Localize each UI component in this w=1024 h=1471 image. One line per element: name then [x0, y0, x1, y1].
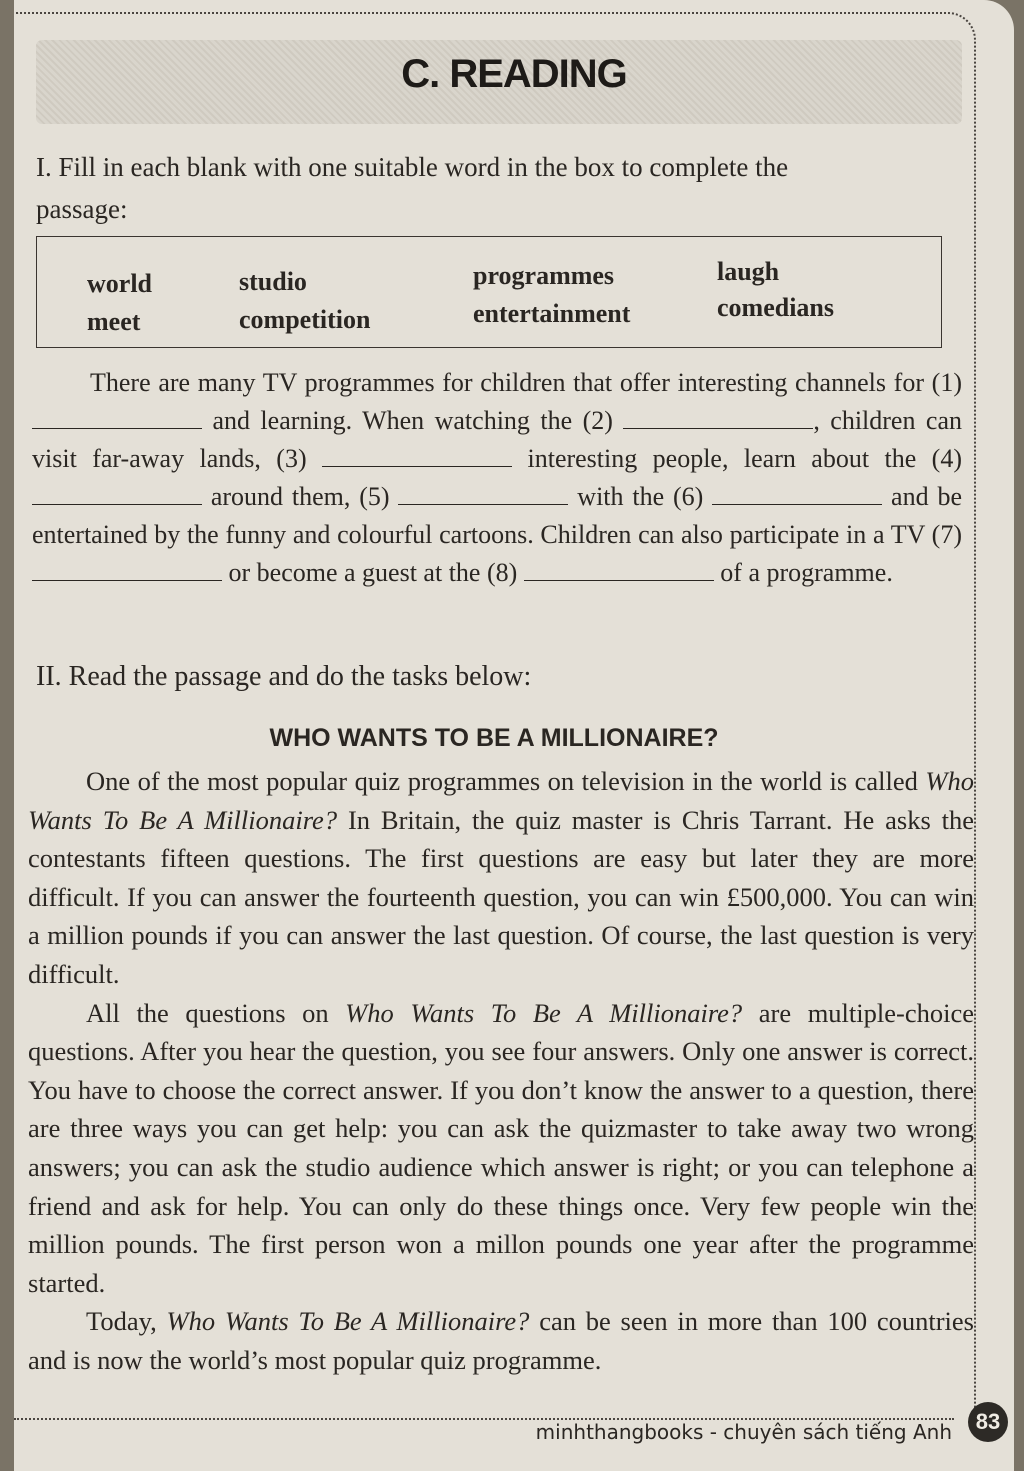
word-box-item: world [87, 269, 152, 298]
article-paragraph: One of the most popular quiz programmes on television in the world is called Who Wants To Be A Millionaire? In Britain, the quiz master is Chris Tarrant. He asks the contestants fifteen questions. The first questions are easy but later they are more difficult. If you can answer the fourteenth question, you can win £500,000. You can win a million pounds if you can answer the last question. Of course, the last question is very difficult. [28, 766, 975, 989]
word-box-item: competition [239, 305, 371, 334]
blank-8[interactable] [524, 556, 714, 581]
reading-article [28, 762, 974, 1380]
publisher-footer: minhthangbooks - chuyên sách tiếng Anh [535, 1420, 952, 1444]
article-title: WHO WANTS TO BE A MILLIONAIRE? [269, 724, 719, 752]
word-box-item: meet [87, 307, 141, 336]
exercise2-instruction: II. Read the passage and do the tasks below: [36, 661, 532, 692]
blank-7[interactable] [32, 556, 222, 581]
blank-2[interactable] [623, 404, 813, 429]
word-box [36, 236, 942, 348]
fill-in-passage: There are many TV programmes for children that offer interesting channels for (1) and learning. When watching the (2) , children can visit far-away lands, (3) interesting people, learn about the (4) around them, (5) with the (6) and be entertained by the funny and colourful cartoons. Children can also participate in a TV (7) or become a guest at the (8) of a programme. [32, 368, 962, 587]
word-box-item: studio [239, 267, 307, 296]
blank-4[interactable] [32, 480, 202, 505]
blank-1[interactable] [32, 404, 202, 429]
word-box-item: comedians [717, 293, 834, 322]
word-box-item: entertainment [473, 299, 631, 328]
textbook-page [14, 0, 1014, 1471]
blank-6[interactable] [712, 480, 882, 505]
article-paragraph: All the questions on Who Wants To Be A Millionaire? are multiple-choice questions. After you hear the question, you see four answers. Only one answer is correct. You have to choose the correct answer. If you don’t know the answer to a question, there are three ways you can get help: you can ask the quizmaster to take away two wrong answers; you can ask the studio audience which answer is right; or you can telephone a friend and ask for help. You can only do these things once. Very few people win the million pounds. The first person won a millon pounds one year after the programme started. [28, 997, 974, 1298]
word-box-item: laugh [717, 257, 780, 286]
word-box-item: programmes [473, 261, 615, 290]
exercise1-instruction: I. Fill in each blank with one suitable word in the box to complete the passage: [36, 152, 789, 224]
blank-3[interactable] [322, 442, 512, 467]
blank-5[interactable] [398, 480, 568, 505]
page-number-badge: 83 [968, 1402, 1008, 1442]
section-title: C. READING [401, 52, 627, 96]
article-paragraph: Today, Who Wants To Be A Millionaire? can be seen in more than 100 countries and is now the world’s most popular quiz programme. [28, 1306, 974, 1375]
